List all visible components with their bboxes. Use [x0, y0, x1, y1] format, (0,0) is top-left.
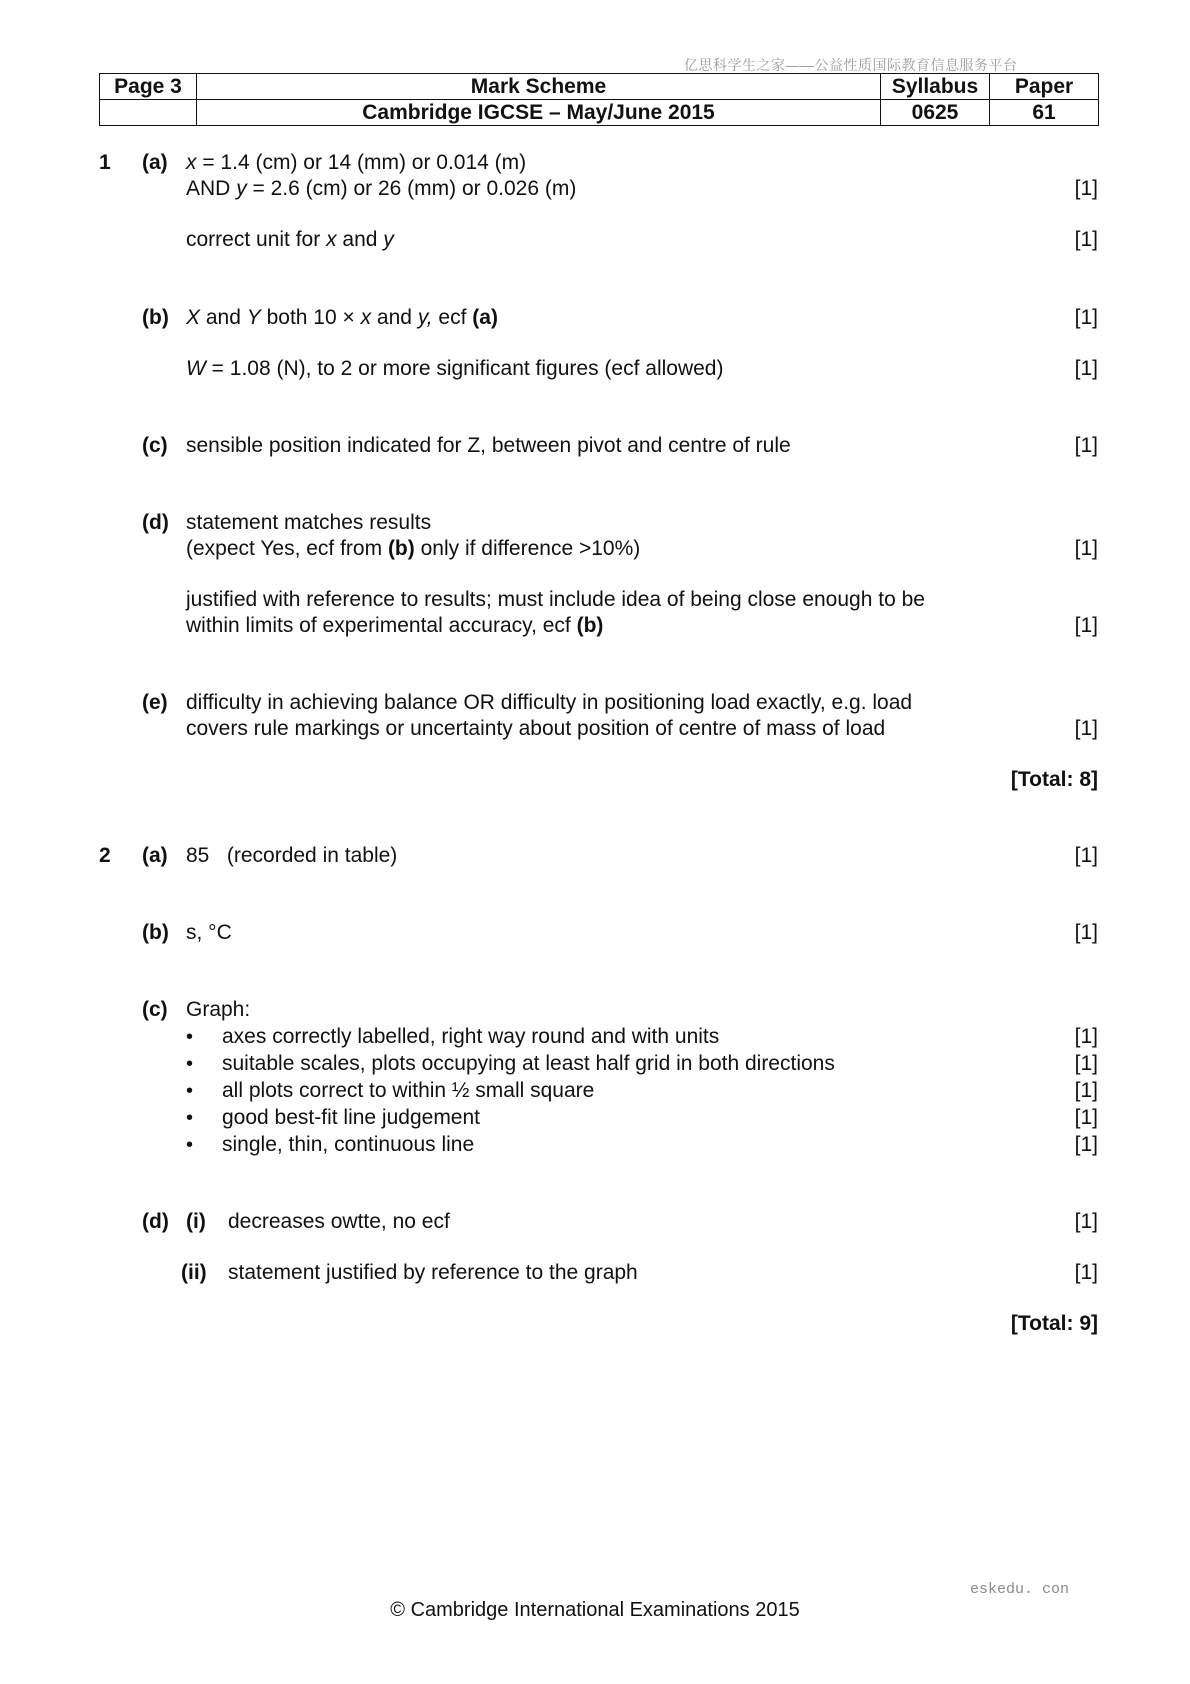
answer-line: within limits of experimental accuracy, ecf (b): [186, 614, 604, 637]
answer-line: (expect Yes, ecf from (b) only if difference >10%): [186, 537, 641, 560]
page-number: Page 3: [100, 74, 197, 100]
total-mark: [Total: 9]: [1010, 1312, 1098, 1335]
part-label: (c): [142, 434, 168, 457]
total-mark: [Total: 8]: [1010, 768, 1098, 791]
paper-label: Paper: [990, 74, 1099, 100]
answer-line: sensible position indicated for Z, between pivot and centre of rule: [186, 434, 791, 457]
list-item: axes correctly labelled, right way round and with units: [222, 1025, 720, 1048]
list-item: suitable scales, plots occupying at least half grid in both directions: [222, 1052, 835, 1075]
part-label: (b): [142, 921, 169, 944]
mark: [1]: [1074, 434, 1098, 457]
document-title: Mark Scheme: [197, 74, 881, 100]
bullet-icon: •: [186, 1026, 194, 1048]
answer-line: difficulty in achieving balance OR difficulty in positioning load exactly, e.g. load: [186, 691, 913, 714]
part-label: (d): [142, 511, 169, 534]
answer-line: decreases owtte, no ecf: [228, 1210, 450, 1233]
list-item: good best-fit line judgement: [222, 1106, 480, 1129]
answer-line: 85 (recorded in table): [186, 844, 398, 867]
answer-line: AND y = 2.6 (cm) or 26 (mm) or 0.026 (m): [186, 177, 577, 200]
header-table: [99, 73, 1099, 126]
answer-line: statement matches results: [186, 511, 432, 534]
mark: [1]: [1074, 717, 1098, 740]
answer-line: W = 1.08 (N), to 2 or more significant figures (ecf allowed): [186, 357, 724, 380]
question-number: 2: [99, 844, 111, 867]
question-number: 1: [99, 151, 111, 174]
mark: [1]: [1074, 1079, 1098, 1102]
subpart-label: (i): [186, 1210, 206, 1233]
part-label: (b): [142, 306, 169, 329]
mark: [1]: [1074, 537, 1098, 560]
subpart-label: (ii): [181, 1261, 207, 1284]
empty-cell: [100, 100, 197, 126]
list-item: all plots correct to within ½ small square: [222, 1079, 595, 1102]
answer-line: X and Y both 10 × x and y, ecf (a): [186, 306, 498, 329]
mark: [1]: [1074, 228, 1098, 251]
mark: [1]: [1074, 921, 1098, 944]
list-item: single, thin, continuous line: [222, 1133, 475, 1156]
bullet-icon: •: [186, 1134, 194, 1156]
answer-line: justified with reference to results; must include idea of being close enough to be: [186, 588, 925, 611]
part-label: (d): [142, 1210, 169, 1233]
document-subtitle: Cambridge IGCSE – May/June 2015: [197, 100, 881, 126]
answer-line: covers rule markings or uncertainty about position of centre of mass of load: [186, 717, 886, 740]
part-label: (a): [142, 844, 168, 867]
answer-line: correct unit for x and y: [186, 228, 394, 251]
answer-line: s, °C: [186, 921, 232, 944]
part-label: (a): [142, 151, 168, 174]
answer-line: statement justified by reference to the graph: [228, 1261, 638, 1284]
mark: [1]: [1074, 1261, 1098, 1284]
mark: [1]: [1074, 844, 1098, 867]
paper-value: 61: [990, 100, 1099, 126]
mark: [1]: [1074, 357, 1098, 380]
mark: [1]: [1074, 177, 1098, 200]
mark: [1]: [1074, 1052, 1098, 1075]
watermark-top: 亿思科学生之家——公益性质国际教育信息服务平台: [684, 57, 1018, 73]
part-label: (c): [142, 998, 168, 1021]
mark: [1]: [1074, 1210, 1098, 1233]
watermark-bottom: eskedu. con: [970, 1581, 1070, 1598]
bullet-icon: •: [186, 1080, 194, 1102]
copyright-footer: © Cambridge International Examinations 2015: [390, 1599, 800, 1621]
answer-line: Graph:: [186, 998, 251, 1021]
mark: [1]: [1074, 1106, 1098, 1129]
mark: [1]: [1074, 614, 1098, 637]
bullet-icon: •: [186, 1053, 194, 1075]
bullet-icon: •: [186, 1107, 194, 1129]
mark: [1]: [1074, 306, 1098, 329]
syllabus-value: 0625: [881, 100, 990, 126]
syllabus-label: Syllabus: [881, 74, 990, 100]
answer-line: x = 1.4 (cm) or 14 (mm) or 0.014 (m): [186, 151, 527, 174]
part-label: (e): [142, 691, 168, 714]
mark: [1]: [1074, 1025, 1098, 1048]
mark: [1]: [1074, 1133, 1098, 1156]
